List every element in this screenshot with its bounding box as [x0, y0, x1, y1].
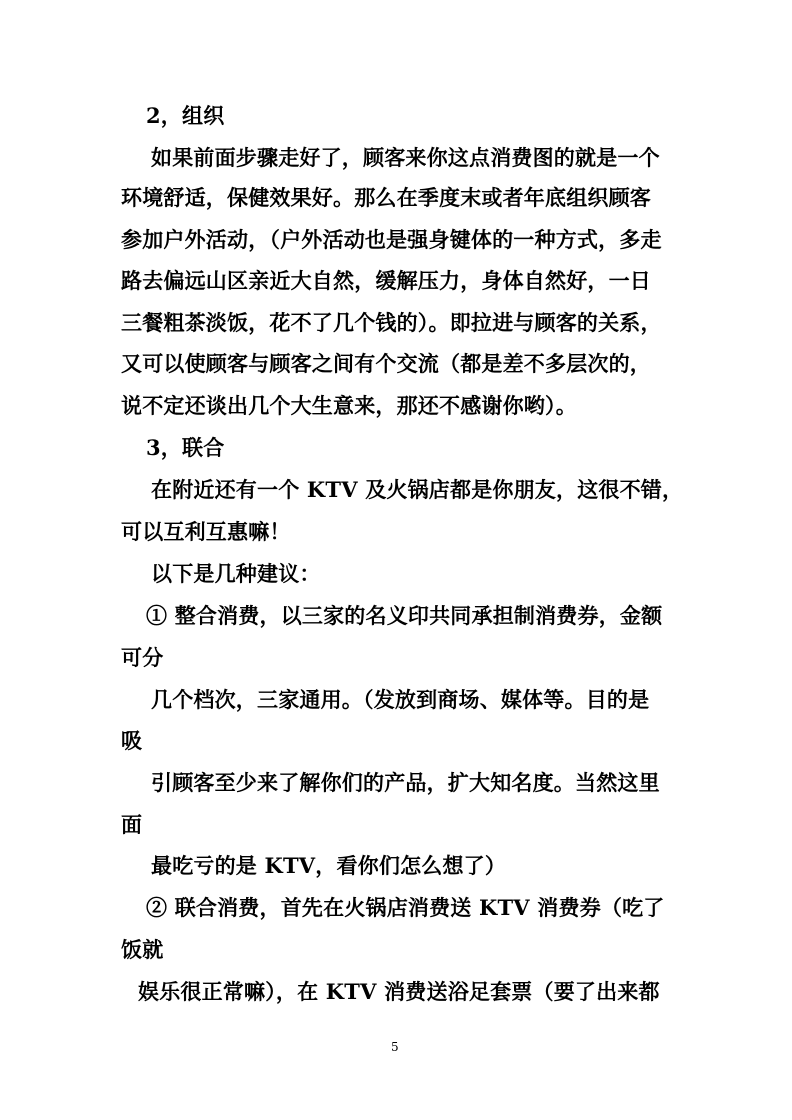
- paragraph-line: 面: [121, 812, 143, 837]
- paragraph-line: 环境舒适，保健效果好。那么在季度末或者年底组织顾客: [121, 185, 651, 210]
- paragraph-line: 三餐粗茶淡饭，花不了几个钱的）。即拉进与顾客的关系，: [121, 310, 662, 335]
- paragraph-line: 以下是几种建议：: [151, 561, 321, 586]
- paragraph-line: 几个档次，三家通用。（发放到商场、媒体等。目的是: [151, 687, 650, 712]
- paragraph-line: 饭就: [121, 937, 164, 962]
- paragraph-line: 又可以使顾客与顾客之间有个交流（都是差不多层次的，: [121, 351, 651, 376]
- paragraph-line: 可以互利互惠嘛！: [121, 519, 291, 544]
- paragraph-line: 引顾客至少来了解你们的产品，扩大知名度。当然这里: [151, 770, 660, 795]
- paragraph-line: 可分: [121, 645, 164, 670]
- paragraph-line: 说不定还谈出几个大生意来，那还不感谢你哟）。: [121, 393, 577, 418]
- suggestion-two-line: ② 联合消费，首先在火锅店消费送 KTV 消费券（吃了: [146, 895, 665, 920]
- heading-joint: 3，联合: [146, 435, 225, 460]
- paragraph-line: 娱乐很正常嘛），在 KTV 消费送浴足套票（要了出来都: [138, 979, 660, 1004]
- paragraph-line: 在附近还有一个 KTV 及火锅店都是你朋友，这很不错，: [151, 477, 684, 502]
- paragraph-line: 如果前面步骤走好了，顾客来你这点消费图的就是一个: [151, 145, 660, 170]
- paragraph-line: 参加户外活动，（户外活动也是强身键体的一种方式，多走: [121, 227, 662, 252]
- paragraph-line: 吸: [121, 728, 143, 753]
- paragraph-line: 最吃亏的是 KTV，看你们怎么想了）: [151, 853, 507, 878]
- page-number: 5: [391, 1040, 399, 1054]
- paragraph-line: 路去偏远山区亲近大自然，缓解压力，身体自然好，一日: [121, 268, 651, 293]
- suggestion-one-line: ① 整合消费，以三家的名义印共同承担制消费券，金额: [146, 603, 663, 628]
- heading-organize: 2，组织: [146, 103, 225, 128]
